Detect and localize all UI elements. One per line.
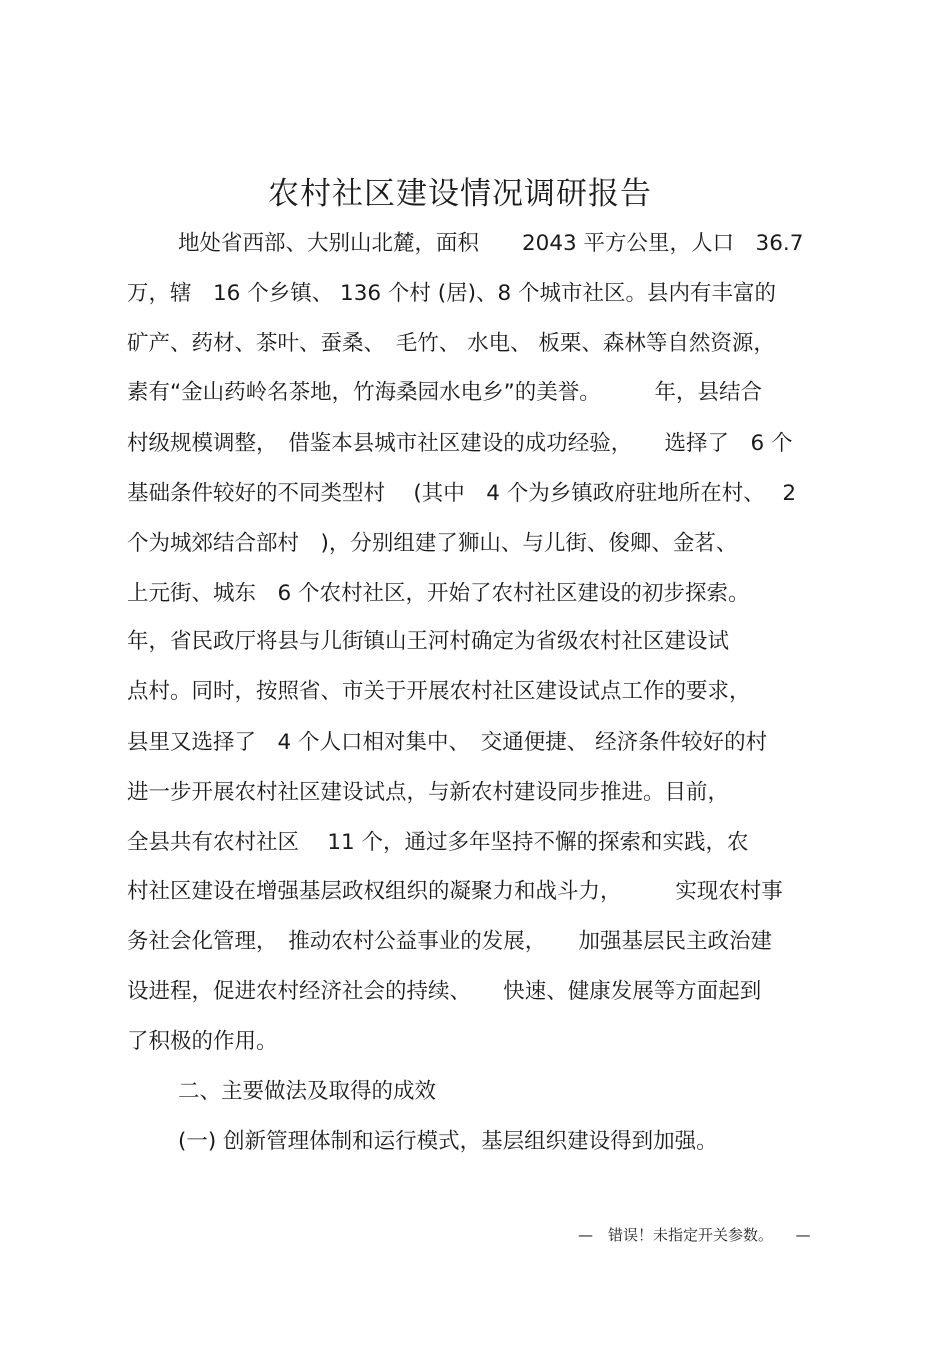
body-line-10: 点村。同时，按照省、市关于开展农村社区建设试点工作的要求， <box>127 679 751 704</box>
body-line-7: 个为城郊结合部村 )，分别组建了狮山、与儿街、俊卿、金茗、 <box>127 531 738 556</box>
body-line-4: 素有“金山药岭名茶地，竹海桑园水电乡”的美誉。 年，县结合 <box>127 380 763 405</box>
body-line-6: 基础条件较好的不同类型村 (其中 4 个为乡镇政府驻地所在村、 2 <box>127 481 797 506</box>
body-line-13: 全县共有农村社区 11 个，通过多年坚持不懈的探索和实践，农 <box>127 830 749 855</box>
page-footer: — 错误！未指定开关参数。 — <box>578 1226 811 1244</box>
body-line-3: 矿产、药材、茶叶、蚕桑、 毛竹、 水电、 板栗、森林等自然资源， <box>127 331 775 356</box>
body-line-8: 上元街、城东 6 个农村社区，开始了农村社区建设的初步探索。 <box>127 581 750 606</box>
body-line-9: 年，省民政厅将县与儿街镇山王河村确定为省级农村社区建设试 <box>127 629 730 654</box>
body-line-5: 村级规模调整， 借鉴本县城市社区建设的成功经验， 选择了 6 个 <box>127 431 793 456</box>
body-line-17: 了积极的作用。 <box>127 1029 278 1054</box>
body-line-16: 设进程，促进农村经济社会的持续、 快速、健康发展等方面起到 <box>127 979 762 1004</box>
subsection-heading: (一) 创新管理体制和运行模式，基层组织建设得到加强。 <box>178 1129 718 1154</box>
section-heading: 二、主要做法及取得的成效 <box>178 1079 437 1104</box>
body-line-15: 务社会化管理， 推动农村公益事业的发展， 加强基层民主政治建 <box>127 929 773 954</box>
document-title: 农村社区建设情况调研报告 <box>268 176 652 212</box>
body-line-1: 地处省西部、大别山北麓，面积 2043 平方公里，人口 36.7 <box>178 231 804 256</box>
body-line-11: 县里又选择了 4 个人口相对集中、 交通便捷、 经济条件较好的村 <box>127 730 768 755</box>
body-line-2: 万，辖 16 个乡镇、 136 个村 (居)、8 个城市社区。县内有丰富的 <box>127 281 777 306</box>
body-line-14: 村社区建设在增强基层政权组织的凝聚力和战斗力， 实现农村事 <box>127 879 783 904</box>
body-line-12: 进一步开展农村社区建设试点，与新农村建设同步推进。目前， <box>127 780 730 805</box>
